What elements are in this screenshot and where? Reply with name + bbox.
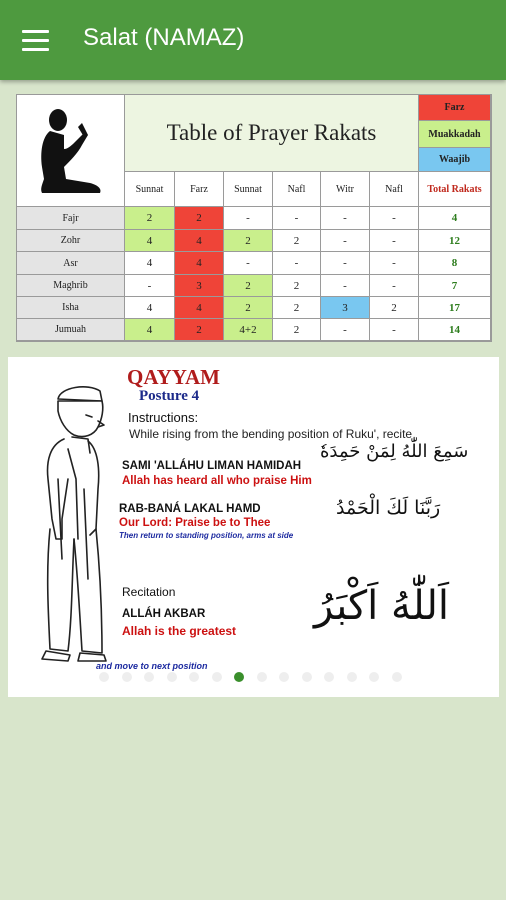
table-cell: 2	[370, 297, 419, 319]
legend-waajib: Waajib	[419, 148, 491, 172]
table-cell: 4+2	[224, 319, 273, 341]
table-cell: -	[370, 230, 419, 252]
table-cell: -	[224, 252, 273, 275]
table-cell: -	[125, 275, 175, 297]
table-cell: 4	[419, 207, 491, 230]
app-title: Salat (NAMAZ)	[83, 24, 245, 51]
table-cell: 4	[175, 230, 224, 252]
table-cell: 2	[224, 230, 273, 252]
row-label: Maghrib	[17, 275, 125, 297]
table-cell: 4	[175, 297, 224, 319]
table-cell: -	[321, 319, 370, 341]
table-cell: 8	[419, 252, 491, 275]
praying-person-cell	[17, 95, 125, 207]
page-dot[interactable]	[167, 672, 177, 682]
table-cell: -	[370, 275, 419, 297]
prayer-rakats-table	[16, 94, 492, 342]
menu-button[interactable]	[14, 22, 58, 58]
table-cell: -	[321, 230, 370, 252]
table-cell: 2	[224, 297, 273, 319]
instructions-text: While rising from the bending position of Ruku', recite	[129, 427, 413, 441]
table-cell: -	[321, 252, 370, 275]
table-cell: 4	[175, 252, 224, 275]
table-cell: -	[224, 207, 273, 230]
phrase3-transliteration: ALLÁH AKBAR	[122, 608, 206, 620]
phrase2-translation: Our Lord: Praise be to Thee	[119, 517, 271, 529]
column-header: Nafl	[273, 172, 321, 207]
table-cell: 12	[419, 230, 491, 252]
page-dot[interactable]	[122, 672, 132, 682]
column-header: Farz	[175, 172, 224, 207]
table-cell: 4	[125, 252, 175, 275]
page-dot[interactable]	[279, 672, 289, 682]
row-label: Zohr	[17, 230, 125, 252]
page-dot[interactable]	[189, 672, 199, 682]
page-dot[interactable]	[212, 672, 222, 682]
praying-person-icon	[36, 105, 106, 197]
posture-heading: QAYYAM	[127, 365, 220, 389]
table-cell: 4	[125, 319, 175, 341]
recitation-label: Recitation	[122, 585, 176, 599]
phrase3-translation: Allah is the greatest	[122, 624, 237, 638]
column-header: Nafl	[370, 172, 419, 207]
table-cell: -	[321, 207, 370, 230]
app-bar	[0, 0, 506, 80]
table-cell: -	[370, 207, 419, 230]
table-cell: -	[273, 207, 321, 230]
table-cell: 4	[125, 230, 175, 252]
table-cell: 3	[321, 297, 370, 319]
page-dot[interactable]	[234, 672, 244, 682]
phrase1-transliteration: SAMI 'ALLÁHU LIMAN HAMIDAH	[122, 460, 302, 472]
table-cell: 2	[273, 297, 321, 319]
table-title: Table of Prayer Rakats	[125, 95, 419, 172]
posture-card	[8, 357, 499, 697]
page-dot[interactable]	[257, 672, 267, 682]
table-cell: 2	[273, 319, 321, 341]
row-label: Jumuah	[17, 319, 125, 341]
phrase3-arabic: اَللّٰهُ اَكْبَرُ	[314, 583, 449, 629]
table-cell: -	[321, 275, 370, 297]
instructions-label: Instructions:	[128, 410, 199, 425]
page-dot[interactable]	[392, 672, 402, 682]
phrase1-translation: Allah has heard all who praise Him	[122, 475, 312, 487]
table-cell: 2	[175, 207, 224, 230]
page-dot[interactable]	[324, 672, 334, 682]
legend-muakkadah: Muakkadah	[419, 121, 491, 148]
column-header: Sunnat	[224, 172, 273, 207]
table-cell: 2	[224, 275, 273, 297]
phrase2-transliteration: RAB-BANÁ LAKAL HAMD	[119, 503, 261, 515]
row-label: Isha	[17, 297, 125, 319]
table-cell: 2	[175, 319, 224, 341]
table-cell: 2	[273, 275, 321, 297]
column-header: Witr	[321, 172, 370, 207]
column-header: Sunnat	[125, 172, 175, 207]
page-dot[interactable]	[347, 672, 357, 682]
table-cell: 14	[419, 319, 491, 341]
legend-farz: Farz	[419, 95, 491, 121]
table-cell: 2	[125, 207, 175, 230]
page-dot[interactable]	[144, 672, 154, 682]
footer-note: and move to next position	[96, 661, 208, 671]
table-cell: -	[370, 252, 419, 275]
table-cell: -	[273, 252, 321, 275]
page-dot[interactable]	[369, 672, 379, 682]
table-cell: 3	[175, 275, 224, 297]
phrase2-note: Then return to standing position, arms at side	[119, 531, 294, 540]
page-dot[interactable]	[99, 672, 109, 682]
rakats-grid	[17, 95, 491, 341]
table-cell: 17	[419, 297, 491, 319]
posture-subheading: Posture 4	[139, 388, 200, 404]
table-cell: 2	[273, 230, 321, 252]
row-label: Fajr	[17, 207, 125, 230]
page-dot[interactable]	[302, 672, 312, 682]
table-cell: 7	[419, 275, 491, 297]
phrase2-arabic: رَبَّنَا لَكَ الْحَمْدُ	[336, 497, 441, 519]
column-header: Total Rakats	[419, 172, 491, 207]
table-cell: 4	[125, 297, 175, 319]
row-label: Asr	[17, 252, 125, 275]
phrase1-arabic: سَمِعَ اللّٰهُ لِمَنْ حَمِدَهٗ	[320, 441, 469, 462]
table-cell: -	[370, 319, 419, 341]
